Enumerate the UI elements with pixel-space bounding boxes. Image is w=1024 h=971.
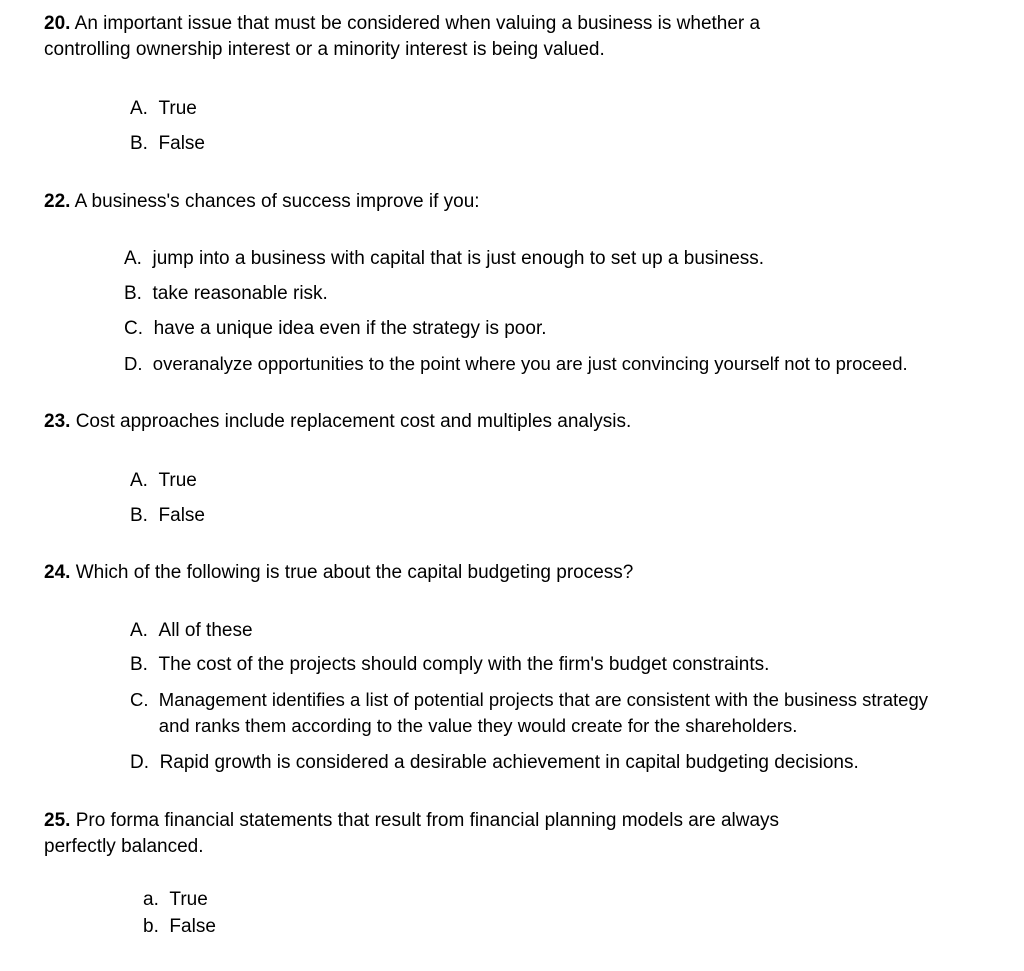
question-25 — [44, 808, 779, 860]
option-letter: A. — [124, 248, 142, 269]
option-text: True — [158, 98, 197, 119]
option-text: The cost of the projects should comply with the firm's budget constraints. — [158, 654, 770, 675]
question-number: 25. — [44, 810, 71, 831]
option-letter: B. — [130, 654, 148, 675]
question-text: A business's chances of success improve if you: — [74, 191, 480, 212]
option-text: Rapid growth is considered a desirable achievement in capital budgeting decisions. — [159, 752, 859, 773]
option-text: take reasonable risk. — [152, 283, 328, 304]
question-20-line1 — [44, 11, 760, 37]
option-text: overanalyze opportunities to the point where you are just convincing yourself not to proceed. — [152, 353, 908, 374]
question-22 — [44, 189, 480, 215]
option-text-line2: and ranks them according to the value they would create for the shareholders. — [158, 715, 798, 736]
option-24-d[interactable] — [130, 750, 859, 776]
option-letter: B. — [130, 133, 148, 154]
option-text: True — [158, 470, 197, 491]
option-22-a[interactable] — [124, 246, 764, 272]
option-letter: A. — [130, 620, 148, 641]
option-22-b[interactable] — [124, 281, 328, 307]
option-25-b[interactable] — [143, 914, 216, 940]
option-letter: b. — [143, 916, 159, 937]
question-text: Which of the following is true about the capital budgeting process? — [75, 562, 634, 583]
question-number: 23. — [44, 411, 71, 432]
option-24-a[interactable] — [130, 618, 253, 644]
question-number: 20. — [44, 13, 71, 34]
option-25-a[interactable] — [143, 887, 208, 913]
option-22-d[interactable] — [124, 351, 908, 377]
question-text: An important issue that must be considered when valuing a business is whether a — [74, 13, 761, 34]
question-text: Pro forma financial statements that result from financial planning models are always — [75, 810, 780, 831]
option-24-c[interactable] — [130, 687, 928, 739]
option-letter: B. — [124, 283, 142, 304]
option-23-b[interactable] — [130, 503, 205, 529]
option-23-a[interactable] — [130, 468, 197, 494]
option-letter: C. — [130, 689, 149, 710]
option-text — [159, 687, 928, 739]
question-text-line2: controlling ownership interest or a minority interest is being valued. — [44, 39, 605, 60]
option-text: All of these — [158, 620, 253, 641]
option-20-a[interactable] — [130, 96, 197, 122]
option-letter: A. — [130, 98, 148, 119]
option-letter: D. — [130, 752, 149, 773]
option-letter: a. — [143, 889, 159, 910]
option-24-b[interactable] — [130, 652, 769, 678]
option-letter: D. — [124, 353, 143, 374]
question-23 — [44, 409, 631, 435]
option-text: False — [169, 916, 216, 937]
option-20-b[interactable] — [130, 131, 205, 157]
question-number: 24. — [44, 562, 71, 583]
question-24 — [44, 560, 633, 586]
question-20 — [44, 11, 760, 63]
option-letter: A. — [130, 470, 148, 491]
option-text: False — [158, 505, 205, 526]
option-text: True — [169, 889, 208, 910]
option-text: have a unique idea even if the strategy is poor. — [153, 318, 547, 339]
option-text: False — [158, 133, 205, 154]
question-text: Cost approaches include replacement cost and multiples analysis. — [75, 411, 632, 432]
question-number: 22. — [44, 191, 71, 212]
option-letter: B. — [130, 505, 148, 526]
option-text: jump into a business with capital that is just enough to set up a business. — [152, 248, 765, 269]
option-letter: C. — [124, 318, 143, 339]
option-22-c[interactable] — [124, 316, 547, 342]
option-text-line1: Management identifies a list of potential projects that are consistent with the business strategy — [158, 689, 928, 710]
question-text-line2: perfectly balanced. — [44, 836, 204, 857]
